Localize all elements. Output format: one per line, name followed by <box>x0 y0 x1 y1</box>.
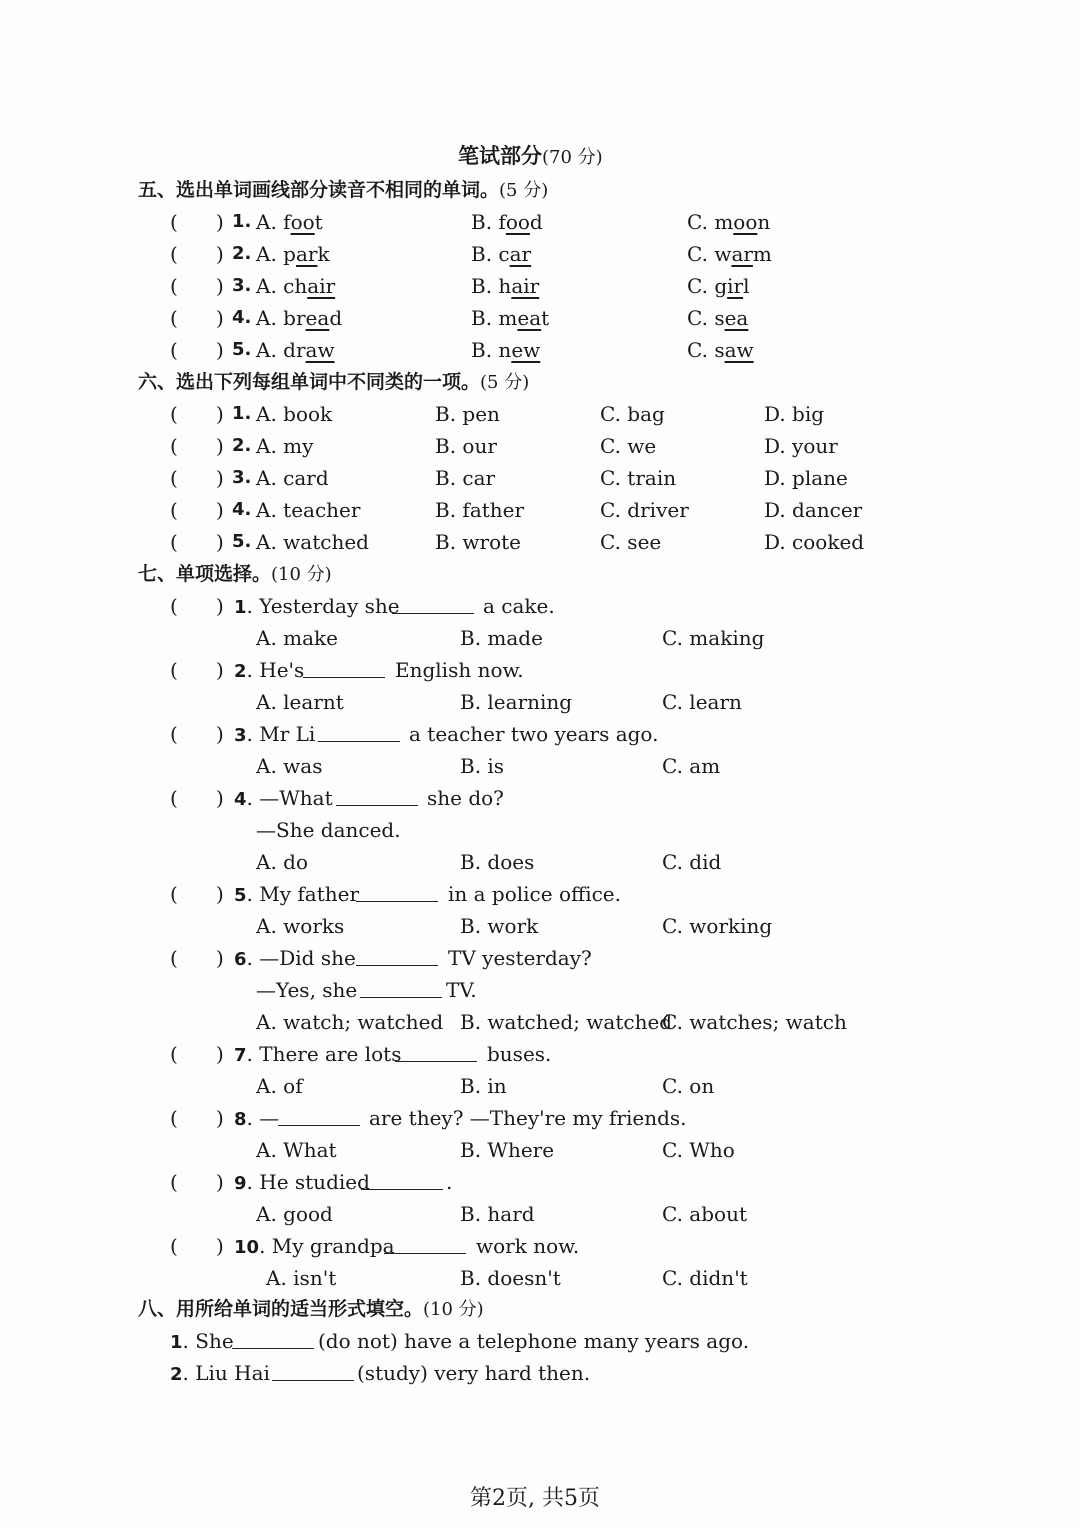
s7-question-2: ( ) 2. He's English now. <box>0 655 1080 685</box>
option-d[interactable]: D. dancer <box>764 498 863 522</box>
underlined-letters: oo <box>290 210 315 234</box>
section8-heading: 八、用所给单词的适当形式填空。(10 分) <box>138 1298 484 1320</box>
option-b[interactable]: B. food <box>471 210 543 234</box>
question-number: 1. <box>232 211 252 232</box>
option-b[interactable]: B. car <box>435 466 496 490</box>
question-number: 2. <box>232 435 252 456</box>
option-c[interactable]: C. see <box>600 530 662 554</box>
option-a[interactable]: A. good <box>256 1202 333 1226</box>
fill-blank[interactable] <box>272 1358 354 1381</box>
s7-options-7 <box>0 1071 1080 1101</box>
question-number: 1. <box>232 403 252 424</box>
answer-bracket[interactable]: ( ) <box>170 242 224 266</box>
underlined-letters: ea <box>724 306 749 330</box>
option-c[interactable]: C. watches; watch <box>662 1010 847 1034</box>
fill-blank[interactable] <box>232 1326 314 1349</box>
s7-options-5 <box>0 911 1080 941</box>
option-c[interactable]: C. making <box>662 626 765 650</box>
fill-blank[interactable] <box>392 591 474 614</box>
option-a[interactable]: A. watch; watched <box>256 1010 444 1034</box>
fill-blank[interactable] <box>360 975 442 998</box>
option-a[interactable]: A. was <box>256 754 323 778</box>
option-c[interactable]: C. driver <box>600 498 689 522</box>
s7-question-7: ( ) 7. There are lots buses. <box>0 1039 1080 1069</box>
s7-question-1: ( ) 1. Yesterday she a cake. <box>0 591 1080 621</box>
fill-blank[interactable] <box>395 1039 477 1062</box>
fill-blank[interactable] <box>361 1167 443 1190</box>
option-d[interactable]: D. cooked <box>764 530 865 554</box>
option-c[interactable]: C. we <box>600 434 657 458</box>
s7-question-4: ( ) 4. —What she do? <box>0 783 1080 813</box>
question-number: 4. <box>232 307 252 328</box>
s7-options-3 <box>0 751 1080 781</box>
title-text: 笔试部分 <box>458 144 542 168</box>
option-b[interactable]: B. father <box>435 498 525 522</box>
option-a[interactable]: A. make <box>256 626 339 650</box>
fill-blank[interactable] <box>303 655 385 678</box>
answer-bracket[interactable]: ( ) <box>170 882 224 906</box>
option-b[interactable]: B. pen <box>435 402 500 426</box>
underlined-letters: air <box>511 274 540 298</box>
s6-question-3 <box>0 463 1080 493</box>
answer-bracket[interactable]: ( ) <box>170 1234 224 1258</box>
question-number: 5. <box>232 531 252 552</box>
s7-question-10: ( ) 10. My grandpa work now. <box>0 1231 1080 1261</box>
s7-options-8 <box>0 1135 1080 1165</box>
answer-bracket[interactable]: ( ) <box>170 786 224 810</box>
s7-question-9: ( ) 9. He studied . <box>0 1167 1080 1197</box>
s7-options-1 <box>0 623 1080 653</box>
s6-question-1 <box>0 399 1080 429</box>
page-number: 第2页, 共5页 <box>470 1486 600 1511</box>
s7-question-8: ( ) 8. — are they? —They're my friends. <box>0 1103 1080 1133</box>
fill-blank[interactable] <box>278 1103 360 1126</box>
answer-bracket[interactable]: ( ) <box>170 274 224 298</box>
question-number: 3. <box>232 275 252 296</box>
option-a[interactable]: A. foot <box>256 210 323 234</box>
underlined-letters: ea <box>517 306 542 330</box>
s5-question-5 <box>0 335 1080 365</box>
option-b[interactable]: B. wrote <box>435 530 522 554</box>
option-a[interactable]: A. watched <box>256 530 369 554</box>
s5-question-4 <box>0 303 1080 333</box>
underlined-letters: ar <box>731 242 753 266</box>
s7-question-6: ( ) 6. —Did she TV yesterday? <box>0 943 1080 973</box>
option-b[interactable]: B. meat <box>471 306 550 330</box>
question-number: 3. <box>232 467 252 488</box>
answer-bracket[interactable]: ( ) <box>170 722 224 746</box>
s7-options-6 <box>0 1007 1080 1037</box>
fill-blank[interactable] <box>356 943 438 966</box>
option-c[interactable]: C. warm <box>687 242 772 266</box>
option-d[interactable]: D. plane <box>764 466 848 490</box>
option-c[interactable]: C. sea <box>687 306 749 330</box>
s7-answer-6: —Yes, she TV. <box>0 975 1080 1005</box>
option-d[interactable]: D. big <box>764 402 825 426</box>
s8-question-1: 1. She (do not) have a telephone many years ago. <box>0 1326 1080 1356</box>
fill-blank[interactable] <box>356 879 438 902</box>
answer-bracket[interactable]: ( ) <box>170 338 224 362</box>
question-number: 4. <box>232 499 252 520</box>
option-a[interactable]: A. works <box>256 914 345 938</box>
underlined-letters: oo <box>733 210 758 234</box>
s7-options-2 <box>0 687 1080 717</box>
option-a[interactable]: A. draw <box>256 338 335 362</box>
option-c[interactable]: C. Who <box>662 1138 735 1162</box>
option-a[interactable]: A. learnt <box>256 690 344 714</box>
fill-blank[interactable] <box>318 719 400 742</box>
answer-bracket[interactable]: ( ) <box>170 530 224 554</box>
option-b[interactable]: B. in <box>460 1074 507 1098</box>
option-b[interactable]: B. new <box>471 338 541 362</box>
answer-bracket[interactable]: ( ) <box>170 402 224 426</box>
answer-bracket[interactable]: ( ) <box>170 946 224 970</box>
option-a[interactable]: A. do <box>256 850 309 874</box>
s5-question-3 <box>0 271 1080 301</box>
option-b[interactable]: B. does <box>460 850 535 874</box>
option-b[interactable]: B. car <box>471 242 532 266</box>
option-b[interactable]: B. hard <box>460 1202 535 1226</box>
option-a[interactable]: A. of <box>256 1074 303 1098</box>
s6-question-4 <box>0 495 1080 525</box>
fill-blank[interactable] <box>336 783 418 806</box>
option-a[interactable]: A. card <box>256 466 329 490</box>
option-a[interactable]: A. isn't <box>266 1266 337 1290</box>
option-c[interactable]: C. on <box>662 1074 715 1098</box>
underlined-letters: aw <box>305 338 335 362</box>
option-c[interactable]: C. saw <box>687 338 754 362</box>
s7-options-9 <box>0 1199 1080 1229</box>
answer-bracket[interactable]: ( ) <box>170 498 224 522</box>
s8-question-2: 2. Liu Hai (study) very hard then. <box>0 1358 1080 1388</box>
s6-question-5 <box>0 527 1080 557</box>
option-c[interactable]: C. did <box>662 850 722 874</box>
underlined-letters: ar <box>509 242 532 266</box>
option-d[interactable]: D. your <box>764 434 838 458</box>
underlined-letters: ir <box>727 274 744 298</box>
s7-options-4 <box>0 847 1080 877</box>
answer-bracket[interactable]: ( ) <box>170 1042 224 1066</box>
option-b[interactable]: B. learning <box>460 690 573 714</box>
option-c[interactable]: C. bag <box>600 402 665 426</box>
underlined-letters: ar <box>295 242 318 266</box>
option-c[interactable]: C. learn <box>662 690 742 714</box>
s7-answer-4: —She danced. <box>256 818 401 842</box>
answer-bracket[interactable]: ( ) <box>170 594 224 618</box>
option-a[interactable]: A. park <box>256 242 330 266</box>
option-b[interactable]: B. is <box>460 754 505 778</box>
underlined-letters: ew <box>511 338 541 362</box>
answer-bracket[interactable]: ( ) <box>170 1106 224 1130</box>
s5-question-2 <box>0 239 1080 269</box>
option-c[interactable]: C. train <box>600 466 677 490</box>
option-b[interactable]: B. work <box>460 914 539 938</box>
option-b[interactable]: B. our <box>435 434 497 458</box>
answer-bracket[interactable]: ( ) <box>170 306 224 330</box>
s6-question-2 <box>0 431 1080 461</box>
s7-options-10 <box>0 1263 1080 1293</box>
section-title <box>0 141 1080 171</box>
underlined-letters: ea <box>305 306 330 330</box>
answer-bracket[interactable]: ( ) <box>170 434 224 458</box>
option-a[interactable]: A. my <box>256 434 314 458</box>
option-b[interactable]: B. watched; watched <box>460 1010 673 1034</box>
underlined-letters: oo <box>505 210 530 234</box>
answer-bracket[interactable]: ( ) <box>170 1170 224 1194</box>
option-c[interactable]: C. moon <box>687 210 771 234</box>
option-a[interactable]: A. What <box>256 1138 337 1162</box>
s5-question-1 <box>0 207 1080 237</box>
title-score: (70 分) <box>542 147 603 168</box>
answer-bracket[interactable]: ( ) <box>170 466 224 490</box>
page-footer <box>0 1484 1080 1514</box>
option-a[interactable]: A. teacher <box>256 498 361 522</box>
answer-bracket[interactable]: ( ) <box>170 658 224 682</box>
section5-heading: 五、选出单词画线部分读音不相同的单词。(5 分) <box>138 179 549 201</box>
answer-bracket[interactable]: ( ) <box>170 210 224 234</box>
option-b[interactable]: B. hair <box>471 274 540 298</box>
section7-heading: 七、单项选择。(10 分) <box>138 563 332 585</box>
option-c[interactable]: C. working <box>662 914 773 938</box>
question-number: 5. <box>232 339 252 360</box>
fill-blank[interactable] <box>384 1231 466 1254</box>
option-b[interactable]: B. doesn't <box>460 1266 561 1290</box>
option-c[interactable]: C. about <box>662 1202 747 1226</box>
option-c[interactable]: C. didn't <box>662 1266 748 1290</box>
s7-question-3: ( ) 3. Mr Li a teacher two years ago. <box>0 719 1080 749</box>
option-c[interactable]: C. am <box>662 754 721 778</box>
option-a[interactable]: A. chair <box>256 274 336 298</box>
section6-heading: 六、选出下列每组单词中不同类的一项。(5 分) <box>138 371 530 393</box>
option-a[interactable]: A. bread <box>256 306 343 330</box>
s7-question-5: ( ) 5. My father in a police office. <box>0 879 1080 909</box>
option-b[interactable]: B. made <box>460 626 543 650</box>
underlined-letters: aw <box>724 338 754 362</box>
option-a[interactable]: A. book <box>256 402 333 426</box>
option-b[interactable]: B. Where <box>460 1138 555 1162</box>
question-number: 2. <box>232 243 252 264</box>
option-c[interactable]: C. girl <box>687 274 750 298</box>
underlined-letters: air <box>307 274 336 298</box>
